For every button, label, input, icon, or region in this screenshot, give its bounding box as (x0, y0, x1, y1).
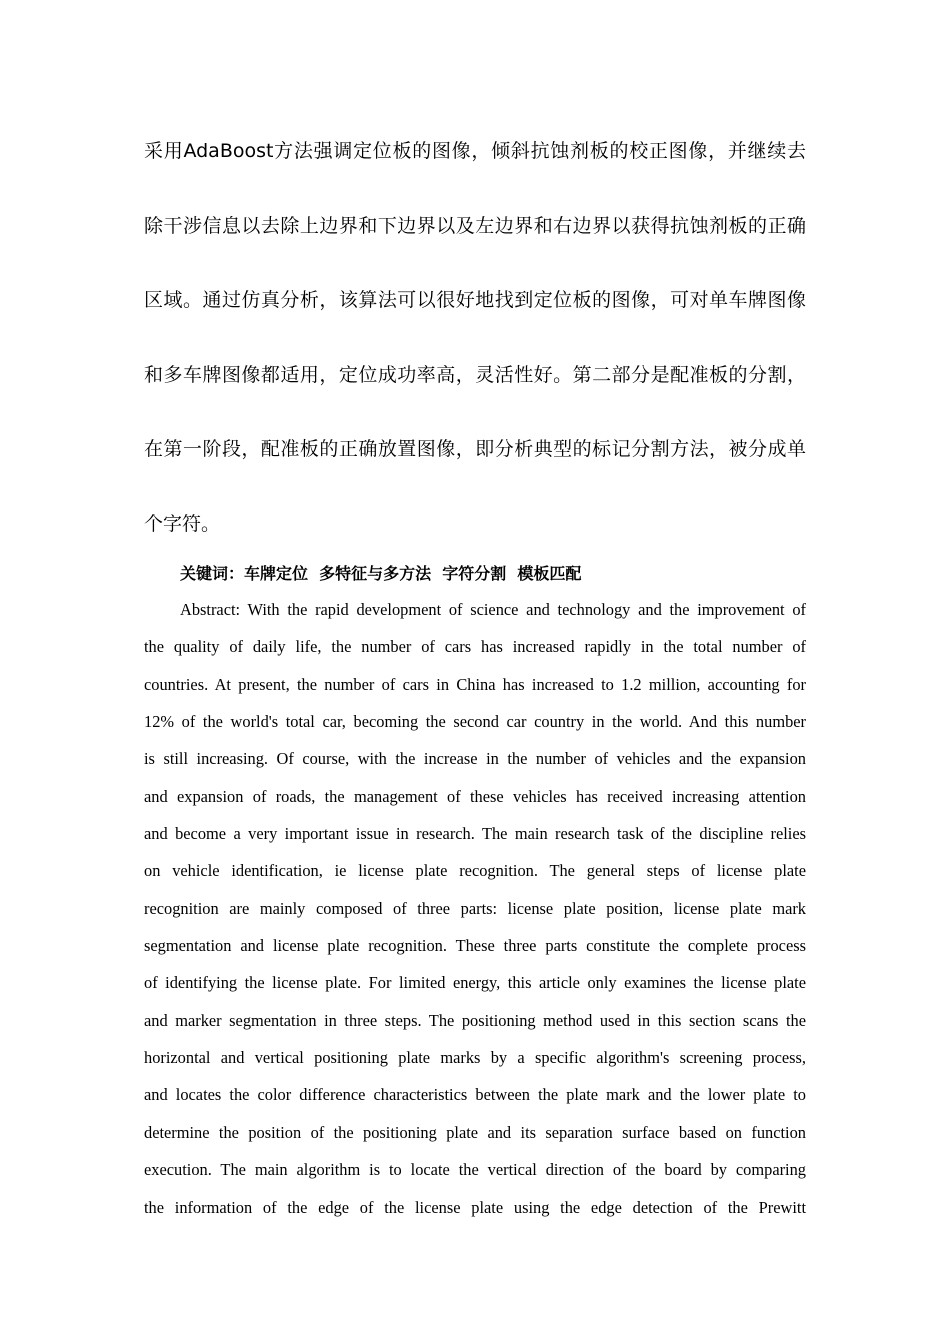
english-abstract-line: recognition are mainly composed of three parts: license plate position, license plate mark (144, 898, 806, 918)
chinese-abstract-line: 采用AdaBoost方法强调定位板的图像，倾斜抗蚀剂板的校正图像，并继续去 (144, 140, 806, 162)
english-abstract-line: determine the position of the positioning plate and its separation surface based on function (144, 1122, 806, 1142)
english-abstract-line: the quality of daily life, the number of cars has increased rapidly in the total number of (144, 637, 806, 657)
chinese-abstract-line: 区域。通过仿真分析，该算法可以很好地找到定位板的图像，可对单车牌图像 (144, 289, 806, 312)
chinese-abstract-line: 在第一阶段，配准板的正确放置图像，即分析典型的标记分割方法，被分成单 (144, 438, 806, 461)
english-abstract-line: 12% of the world's total car, becoming the second car country in the world. And this number (144, 712, 806, 732)
english-abstract-line: the information of the edge of the license plate using the edge detection of the Prewitt (144, 1197, 806, 1217)
chinese-abstract-line: 个字符。 (144, 512, 221, 535)
english-abstract-line: of identifying the license plate. For limited energy, this article only examines the license plate (144, 973, 806, 993)
english-abstract-line: is still increasing. Of course, with the increase in the number of vehicles and the expansion (144, 749, 806, 769)
english-abstract-line: Abstract: With the rapid development of science and technology and the improvement of (180, 600, 806, 619)
english-abstract-line: and expansion of roads, the management of these vehicles has received increasing attention (144, 786, 806, 806)
chinese-abstract-line: 除干涉信息以去除上边界和下边界以及左边界和右边界以获得抗蚀剂板的正确 (144, 214, 806, 237)
keywords-line: 关键词：车牌定位 多特征与多方法 字符分割 模板匹配 (180, 564, 582, 583)
chinese-abstract (144, 131, 806, 579)
english-abstract-line: on vehicle identification, ie license plate recognition. The general steps of license plate (144, 861, 806, 881)
english-abstract-line: and marker segmentation in three steps. The positioning method used in this section scans the (144, 1010, 806, 1030)
chinese-abstract-line: 和多车牌图像都适用，定位成功率高，灵活性好。第二部分是配准板的分割， (144, 363, 806, 386)
english-abstract-line: execution. The main algorithm is to locate the vertical direction of the board by comparing (144, 1160, 806, 1180)
english-abstract (144, 591, 806, 1226)
english-abstract-line: and become a very important issue in research. The main research task of the discipline relies (144, 824, 806, 844)
english-abstract-line: segmentation and license plate recognition. These three parts constitute the complete process (144, 936, 806, 956)
english-abstract-line: and locates the color difference characteristics between the plate mark and the lower plate to (144, 1085, 806, 1105)
english-abstract-line: horizontal and vertical positioning plate marks by a specific algorithm's screening process, (144, 1048, 806, 1068)
english-abstract-line: countries. At present, the number of cars in China has increased to 1.2 million, accounting for (144, 674, 806, 694)
